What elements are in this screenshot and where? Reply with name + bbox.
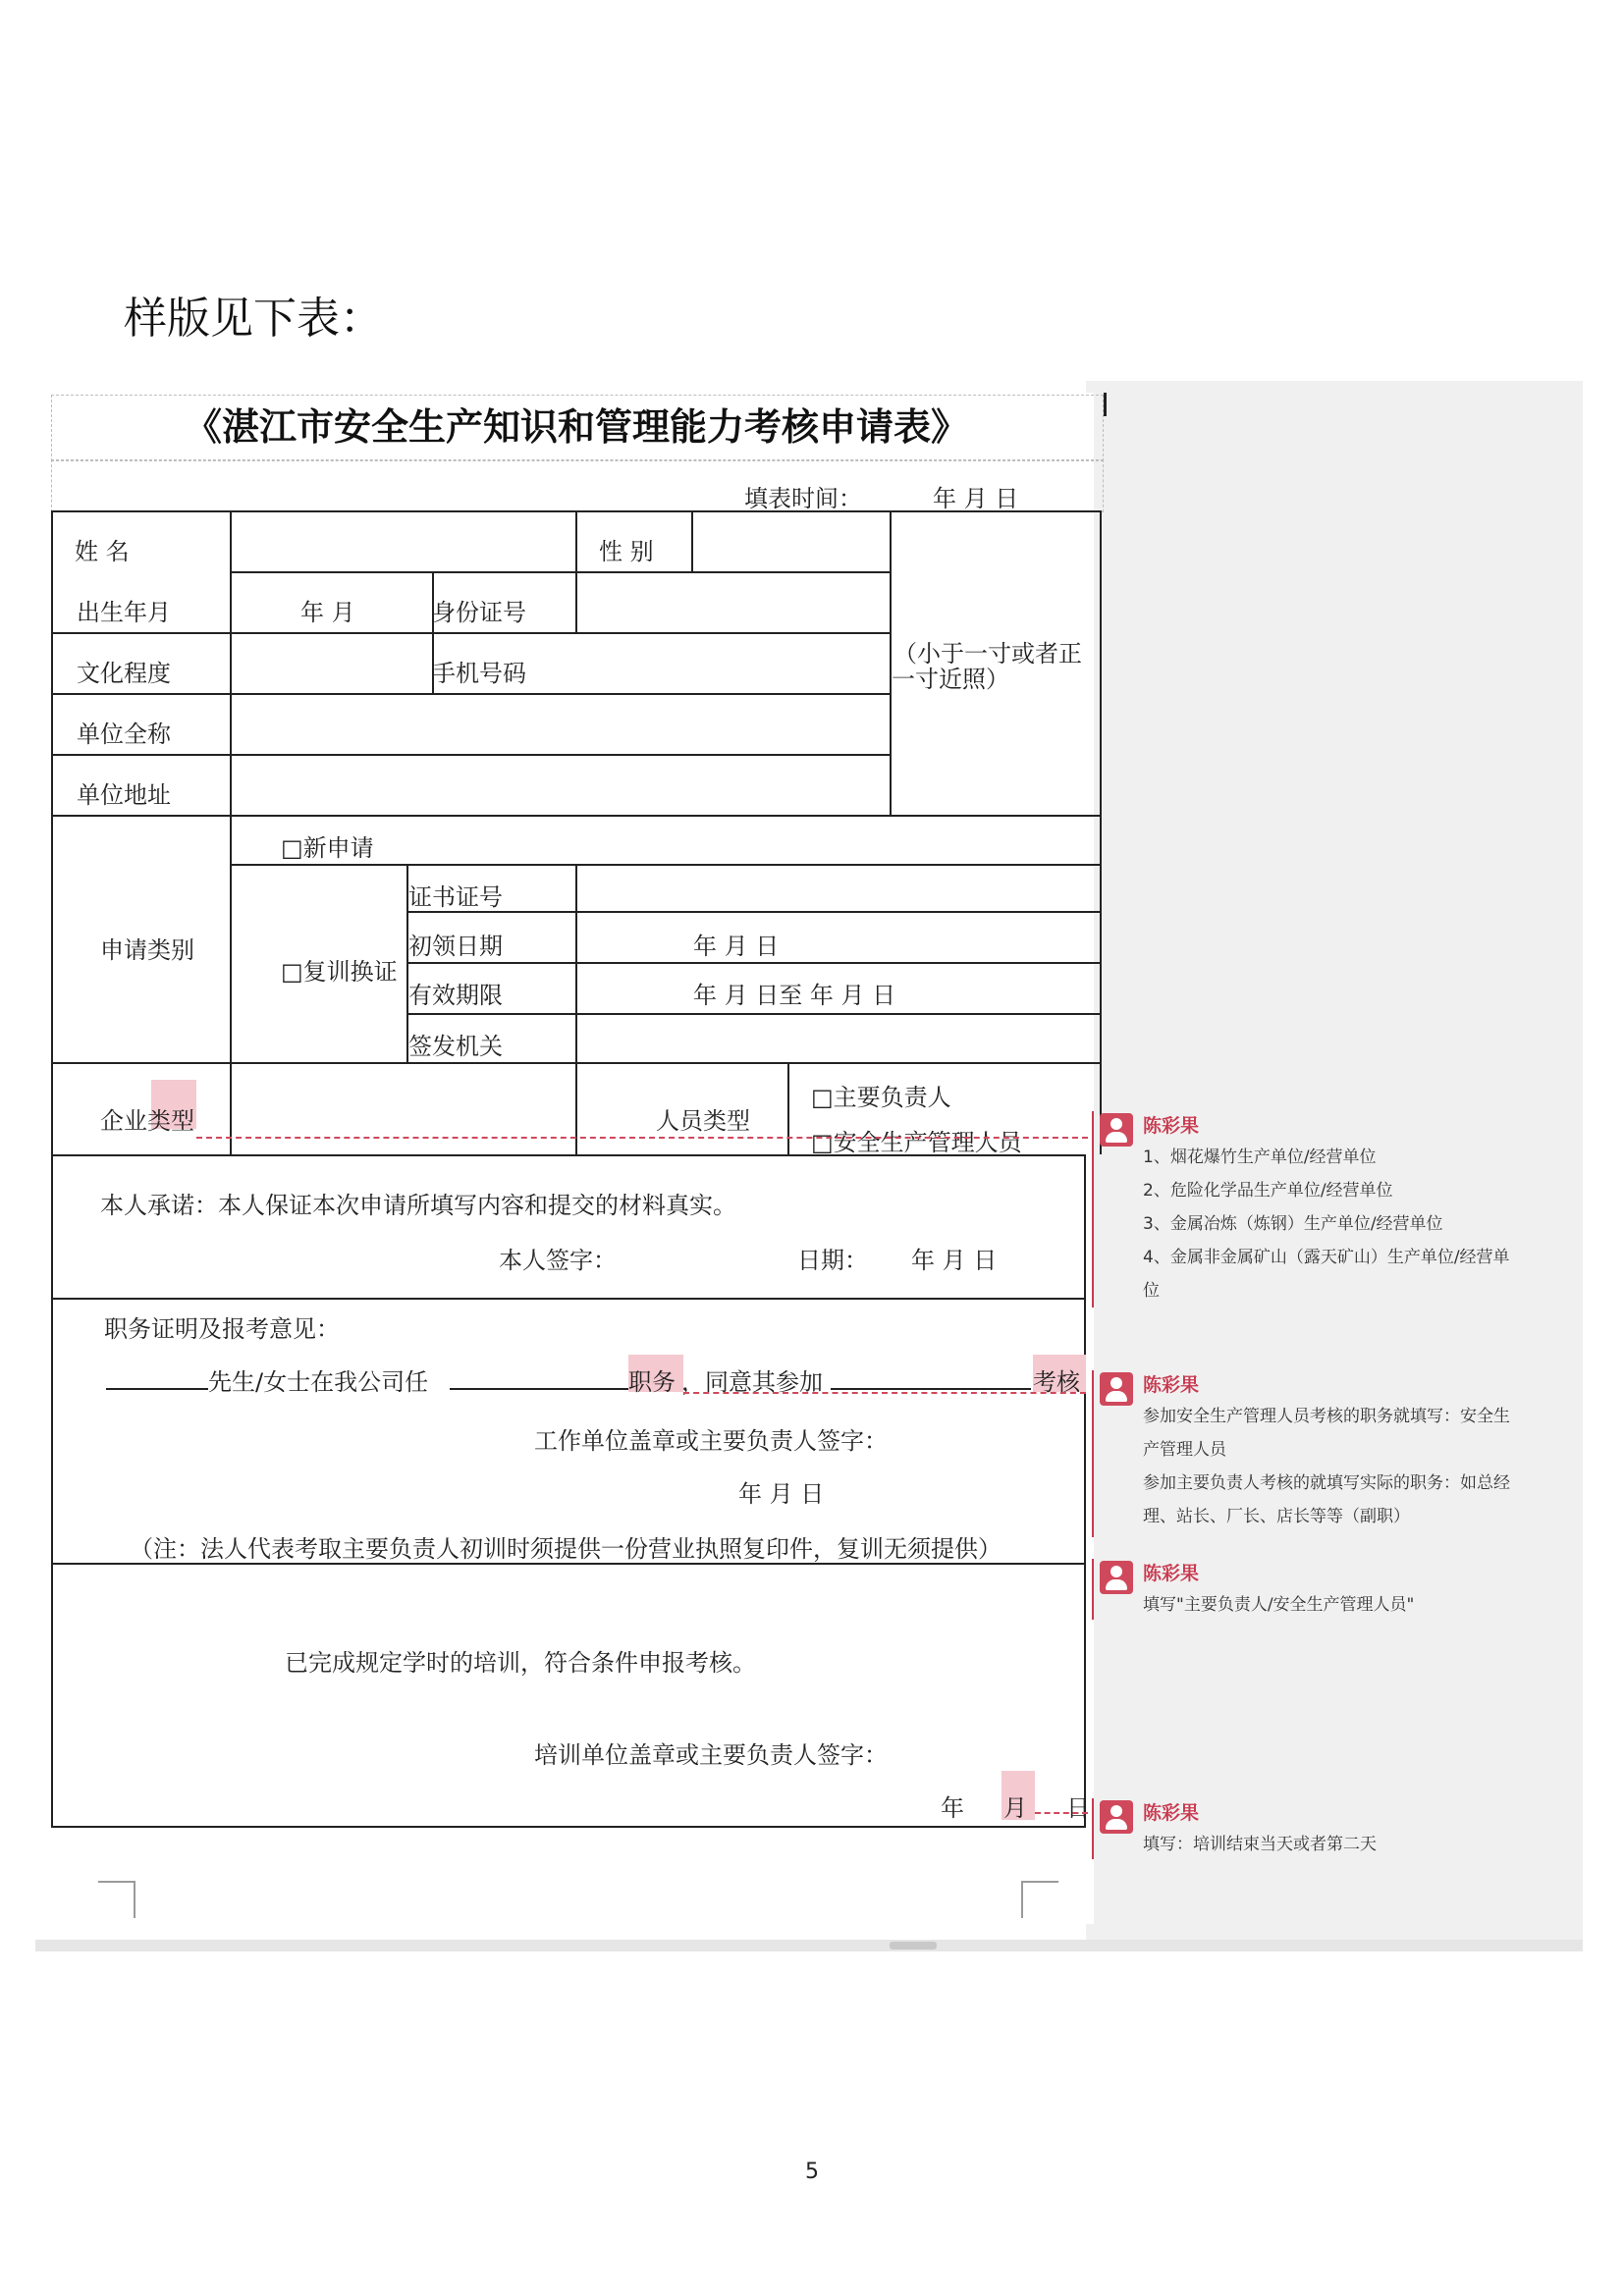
duty-title: 职务证明及报考意见：	[104, 1315, 340, 1343]
fill-time-date: 年 月 日	[933, 485, 1019, 512]
pledge-text: 本人承诺：本人保证本次申请所填写内容和提交的材料真实。	[100, 1192, 736, 1219]
comment-1[interactable]: 陈彩果 1、烟花爆竹生产单位/经营单位 2、危险化学品生产单位/经营单位 3、金属冶炼（炼钢）生产单位/经营单位 4、金属非金属矿山（露天矿山）生产单位/经营单 位	[1092, 1111, 1563, 1308]
issuer-label: 签发机关	[408, 1033, 503, 1060]
renew-checkbox[interactable]: □复训换证	[281, 958, 398, 986]
work-unit-sign: 工作单位盖章或主要负责人签字：	[534, 1427, 888, 1455]
phone-label: 手机号码	[432, 660, 526, 687]
new-apply-checkbox[interactable]: □新申请	[281, 834, 374, 862]
gender-label: 性 别	[599, 538, 654, 565]
train-day: 日	[1066, 1794, 1090, 1822]
unit-address-label: 单位地址	[77, 781, 171, 809]
id-label: 身份证号	[432, 599, 526, 626]
form-title: 《湛江市安全生产知识和管理能力考核申请表》	[184, 404, 968, 449]
comment-author: 陈彩果	[1143, 1802, 1200, 1824]
train-year: 年	[941, 1794, 964, 1822]
training-done-text: 已完成规定学时的培训，符合条件申报考核。	[285, 1649, 756, 1677]
person-option-main[interactable]: □主要负责人	[811, 1084, 951, 1111]
train-month: 月	[1003, 1794, 1027, 1822]
date-value: 年 月 日	[911, 1247, 998, 1274]
first-date-label: 初领日期	[408, 933, 503, 960]
fill-time-label: 填表时间：	[744, 485, 862, 512]
user-avatar-icon	[1100, 1372, 1133, 1406]
first-date-value: 年 月 日	[693, 933, 780, 960]
work-unit-date: 年 月 日	[738, 1480, 825, 1508]
photo-note-line2: 一寸近照）	[892, 666, 1009, 693]
duty-line-b: ，同意其参加	[681, 1368, 823, 1396]
birth-value: 年 月	[300, 599, 355, 626]
unit-name-label: 单位全称	[77, 721, 171, 748]
date-label: 日期：	[797, 1247, 868, 1274]
comment-author: 陈彩果	[1143, 1115, 1200, 1137]
page-number: 5	[805, 2160, 819, 2184]
comment-author: 陈彩果	[1143, 1563, 1200, 1584]
sign-label: 本人签字：	[499, 1247, 617, 1274]
duty-line-a: 先生/女士在我公司任	[208, 1368, 429, 1396]
text-cursor	[1104, 393, 1107, 416]
validity-label: 有效期限	[408, 982, 503, 1009]
comment-connector-4	[1035, 1812, 1088, 1814]
apply-type-label: 申请类别	[100, 936, 194, 964]
name-label: 姓 名	[75, 538, 130, 565]
train-unit-sign: 培训单位盖章或主要负责人签字：	[534, 1741, 888, 1769]
user-avatar-icon	[1100, 1561, 1133, 1594]
person-option-safety[interactable]: □安全生产管理人员	[811, 1129, 1022, 1156]
person-type-label: 人员类型	[656, 1107, 750, 1135]
education-label: 文化程度	[77, 660, 171, 687]
horizontal-scrollbar[interactable]	[35, 1940, 1583, 1951]
document-page	[51, 393, 1094, 1924]
validity-value: 年 月 日至 年 月 日	[693, 982, 896, 1009]
comment-connector-2	[683, 1392, 1086, 1394]
legal-note: （注：法人代表考取主要负责人初训时须提供一份营业执照复印件，复训无须提供）	[130, 1535, 1001, 1563]
photo-note-line1: （小于一寸或者正	[893, 640, 1082, 667]
birth-label: 出生年月	[77, 599, 171, 626]
intro-text: 样版见下表：	[124, 294, 383, 344]
duty-word: 职务	[628, 1368, 676, 1396]
comment-4[interactable]: 陈彩果 填写：培训结束当天或者第二天	[1092, 1798, 1563, 1859]
user-avatar-icon	[1100, 1113, 1133, 1147]
enterprise-type-label: 企业类型	[100, 1107, 194, 1135]
scrollbar-thumb[interactable]	[890, 1942, 937, 1949]
cert-no-label: 证书证号	[408, 883, 503, 911]
exam-word: 考核	[1033, 1368, 1080, 1396]
comment-2[interactable]: 陈彩果 参加安全生产管理人员考核的职务就填写：安全生 产管理人员 参加主要负责人考核的就填写实际的职务：如总经 理、站长、厂长、店长等等（副职）	[1092, 1370, 1563, 1537]
user-avatar-icon	[1100, 1800, 1133, 1834]
comment-3[interactable]: 陈彩果 填写"主要负责人/安全生产管理人员"	[1092, 1559, 1563, 1620]
comment-connector-1	[196, 1137, 1088, 1139]
comment-author: 陈彩果	[1143, 1374, 1200, 1396]
